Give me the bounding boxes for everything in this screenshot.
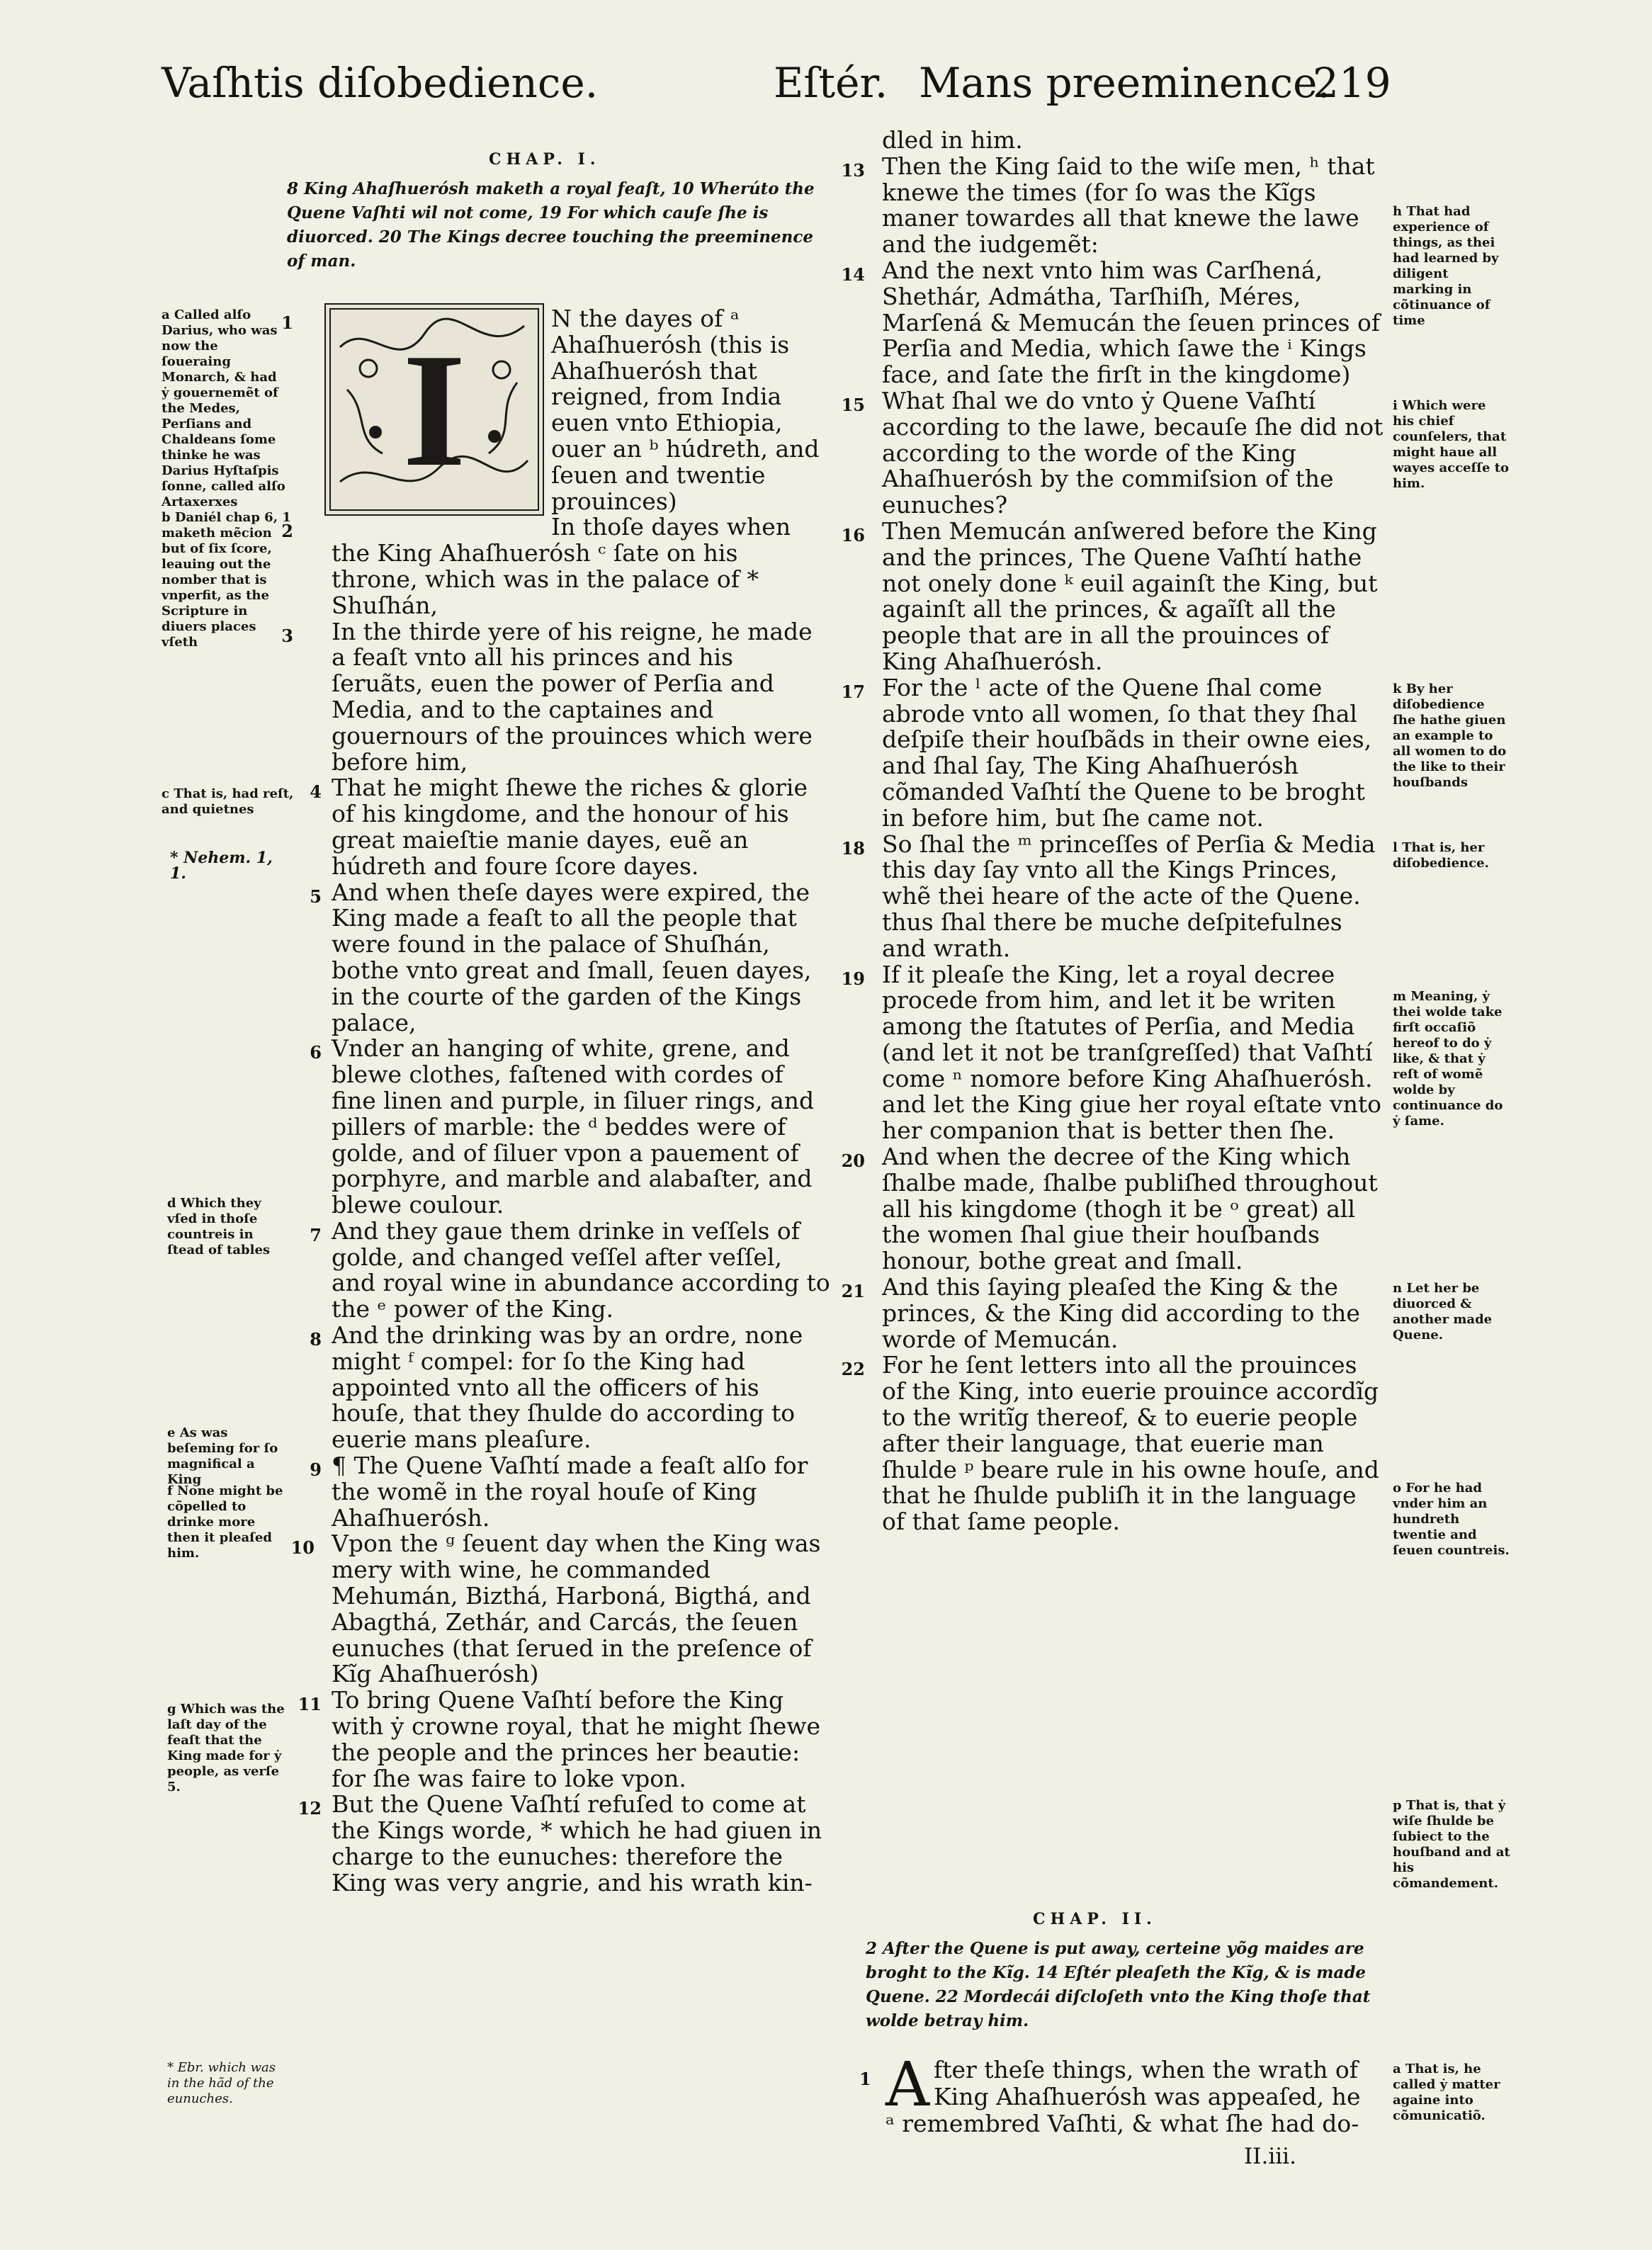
initial-letter: I [402, 320, 466, 500]
margin-note-k: k By her diſobedience ſhe hathe giuen an example to all women to do the like to their houſbands [1393, 682, 1507, 790]
verse-11: 11 To bring Quene Vaſhtí before the King with ẏ crowne royal, that he might ſhewe the people and the princes her beautie: for ſhe was faire to loke vpon. [298, 1686, 821, 1792]
catchword: II.iii. [1244, 2144, 1296, 2169]
verse-18: 18 So ſhal the ᵐ princeſſes of Perſia & Media this day ſay vnto all the Kings Princes, whẽ thei heare of the acte of the Quene. thus ſhal there be muche deſpitefulnes and wrath. [841, 830, 1376, 962]
chapter-1-summary: 8 King Ahaſhuerósh maketh a royal feaſt, 10 Wherúto the Quene Vaſhti wil not come, 19 For which cauſe ſhe is diuorced. 20 The Kings decree touching the preeminence of man. [287, 179, 815, 271]
verse-3: 3 In the thirde yere of his reigne, he made a feaſt vnto all his princes and his ſeruãts, euen the power of Perſia and Media, and to the captaines and gouernours of the prouinces which were before him, [281, 617, 813, 776]
running-head-book: Eſtér. [774, 59, 888, 107]
verse-22: 22 For he ſent letters into all the prouinces of the King, into euerie prouince accordĩg to the writĩg thereof, & to euerie people after their language, that euerie man ſhulde ᵖ beare rule in his owne houſe, and that he ſhulde publiſh it in the language of that ſame people. [841, 1351, 1379, 1536]
verse-16: 16 Then Memucán anſwered before the King and the princes, The Quene Vaſhtí hathe not onely done ᵏ euil againſt the King, but againſt all the princes, & agaĩſt all the people that are in all the prouinces of King Ahaſhuerósh. [841, 516, 1378, 675]
margin-note-g: g Which was the laſt day of the feaſt that the King made for ẏ people, as verſe 5. [167, 1702, 285, 1794]
chapter-2-summary: 2 After the Quene is put away, certeine yõg maides are broght to the Kĩg. 14 Eſtér pleaſeth the Kĩg, & is made Quene. 22 Mordecái diſcloſeth vnto the King thoſe that wolde betray him. [866, 1939, 1371, 2030]
chapter-2-line-2: King Ahaſhuerósh was appeaſed, he [934, 2083, 1361, 2110]
margin-note-l: l That is, her diſobedience. [1393, 840, 1489, 871]
margin-note-a: a Called alſo Darius, who was now the ſoueraing Monarch, & had ẏ gouernemẽt of the Medes, Perſians and Chaldeans ſome thinke he was Darius Hyſtaſpis ſonne, called alſo Artaxerxes [162, 307, 285, 509]
verse-10: 10 Vpon the ᵍ ſeuent day when the King was mery with wine, he commanded Mehumán, Bizthá, Harboná, Bigthá, and Abagthá, Zethár, and Carcás, the ſeuen eunuches (that ſerued in the preſence of Kĩg Ahaſhuerósh) [290, 1530, 821, 1688]
chapter-2-title: CHAP. II. [1033, 1910, 1157, 1928]
chapter-2-verse-number: 1 [859, 2069, 871, 2089]
margin-note-d: d Which they vſed in thoſe countreis in ſtead of tables [167, 1196, 271, 1257]
verse-5: 5 And when theſe dayes were expired, the King made a feaſt to all the people that were found in the palace of Shuſhán, bothe vnto great and ſmall, ſeuen dayes, in the courte of the garden of the Kings palace, [310, 878, 812, 1036]
margin-note-f: f None might be cõpelled to drinke more then it pleaſed him. [167, 1483, 283, 1561]
margin-note-h: h That had experience of things, as thei had learned by diligent marking in cõtinuance of time [1393, 204, 1499, 328]
verse-17: 17 For the ˡ acte of the Quene ſhal come abrode vnto all women, ſo that they ſhal deſpiſe their houſbãds in their owne eies, and ſhal ſay, The King Ahaſhuerósh cõmanded Vaſhtí the Quene to be broght in before him, but ſhe came not. [841, 673, 1372, 832]
margin-note-o: o For he had vnder him an hundreth twentie and ſeuen countreis. [1393, 1481, 1510, 1558]
verse-7: 7 And they gaue them drinke in veſſels of golde, and changed veſſel after veſſel, and royal wine in abundance according to the ᵉ power of the King. [310, 1216, 830, 1323]
margin-note-c: c That is, had reſt, and quietnes [162, 786, 294, 817]
margin-note-a2: a That is, he called ẏ matter againe into cõmunicatiõ. [1393, 2062, 1500, 2123]
chapter-1-title: CHAP. I. [489, 150, 601, 169]
running-head-left: Vaſhtis diſobedience. [162, 59, 599, 107]
verse-2: 2 In thoſe dayes when the King Ahaſhuerósh ᶜ ſate on his throne, which was in the palace of * Shuſhán, [281, 513, 791, 619]
running-head-right: Mans preeminence. [919, 59, 1330, 107]
margin-note-e: e As was beſeming for ſo magnifical a King [167, 1425, 278, 1487]
chapter-2-line-1: fter theſe things, when the wrath of [934, 2056, 1358, 2084]
verse-21: 21 And this ſaying pleaſed the King & the princes, & the King did according to the worde of Memucán. [841, 1273, 1360, 1353]
verse-20: 20 And when the decree of the King which ſhalbe made, ſhalbe publiſhed throughout all his kingdome (thogh it be ᵒ great) all the women ſhal giue their houſbands honour, bothe great and ſmall. [841, 1143, 1378, 1275]
verse-14: 14 And the next vnto him was Carſhená, Shethár, Admátha, Tarſhiſh, Méres, Marſená & Memucán the ſeuen princes of Perſia and Media, which ſawe the ⁱ Kings face, and ſate the firſt in the kingdome) [841, 256, 1381, 389]
verse-19: 19 If it pleaſe the King, let a royal decree procede from him, and let it be writen among the ſtatutes of Perſia, and Media (and let it not be tranſgreſſed) that Vaſhtí come ⁿ nomore before King Ahaſhuerósh. and let the King giue her royal eſtate vnto her companion that is better then ſhe. [841, 960, 1381, 1145]
left-column [281, 305, 830, 1896]
verse-12: 12 But the Quene Vaſhtí refuſed to come at the Kings worde, * which he had giuen in charge to the eunuches: therefore the King was very angrie, and his wrath kin- [298, 1790, 822, 1896]
chapter-2-drop-cap: A [886, 2050, 930, 2120]
verse-9: 9 ¶ The Quene Vaſhtí made a feaſt alſo for the womẽ in the royal houſe of King Ahaſhuerósh. [310, 1452, 808, 1532]
chapter-2-line-3: ᵃ remembred Vaſhti, & what ſhe had do- [886, 2110, 1359, 2137]
margin-note-b: b Daniél chap 6, 1 maketh mẽcion but of ſix ſcore, leauing out the nomber that is vnperfit, as the Scripture in diuers places vſeth [162, 510, 291, 650]
margin-note-n: n Let her be diuorced & another made Quene. [1393, 1281, 1493, 1342]
verse-4: 4 That he might ſhewe the riches & glorie of his kingdome, and the honour of his great maieſtie manie dayes, euẽ an húdreth and foure ſcore dayes. [310, 774, 808, 880]
margin-note-nehem: * Nehem. 1, 1. [170, 849, 273, 883]
margin-note-m: m Meaning, ẏ thei wolde take firſt occaſiõ hereof to do ẏ like, & that ẏ reſt of womẽ wolde by continuance do ẏ ſame. [1393, 989, 1503, 1129]
page-number: 219 [1313, 59, 1391, 107]
margin-note-i: i Which were his chief counſelers, that might haue all wayes acceſſe to him. [1393, 398, 1510, 491]
verse-8: 8 And the drinking was by an ordre, none might ᶠ compel: for ſo the King had appointed vnto all the officers of his houſe, that they ſhulde do according to euerie mans pleaſure. [310, 1321, 803, 1454]
margin-note-ebr: * Ebr. which was in the hãd of the eunuches. [167, 2060, 276, 2106]
margin-note-p: p That is, that ẏ wiſe ſhulde be ſubiect to the houſband and at his cõmandement. [1393, 1798, 1510, 1891]
verse-1: 1 N the dayes of ᵃ Ahaſhuerósh (this is Ahaſhuerósh that reigned, from India euen vnto Ethiopia, ouer an ᵇ húdreth, and ſeuen and twentie prouinces) [281, 305, 820, 515]
verse-15: 15 What ſhal we do vnto ẏ Quene Vaſhtí according to the lawe, becauſe ſhe did not according to the worde of the King Ahaſhuerósh by the commiſsion of the eunuches? [841, 386, 1384, 519]
verse-13: 13 Then the King ſaid to the wiſe men, ʰ that knewe the times (for ſo was the Kĩgs maner towardes all that knewe the lawe and the iudgemẽt: [841, 152, 1375, 259]
verse-6: 6 Vnder an hanging of white, grene, and blewe clothes, faſtened with cordes of fine linen and purple, in ſiluer rings, and pillers of marble: the ᵈ beddes were of golde, and of ſiluer vpon a pauement of porphyre, and marble and alabaſter, and blewe coulour. [310, 1034, 815, 1219]
continued-line: dled in him. [882, 126, 1023, 154]
right-column [841, 126, 1386, 1536]
